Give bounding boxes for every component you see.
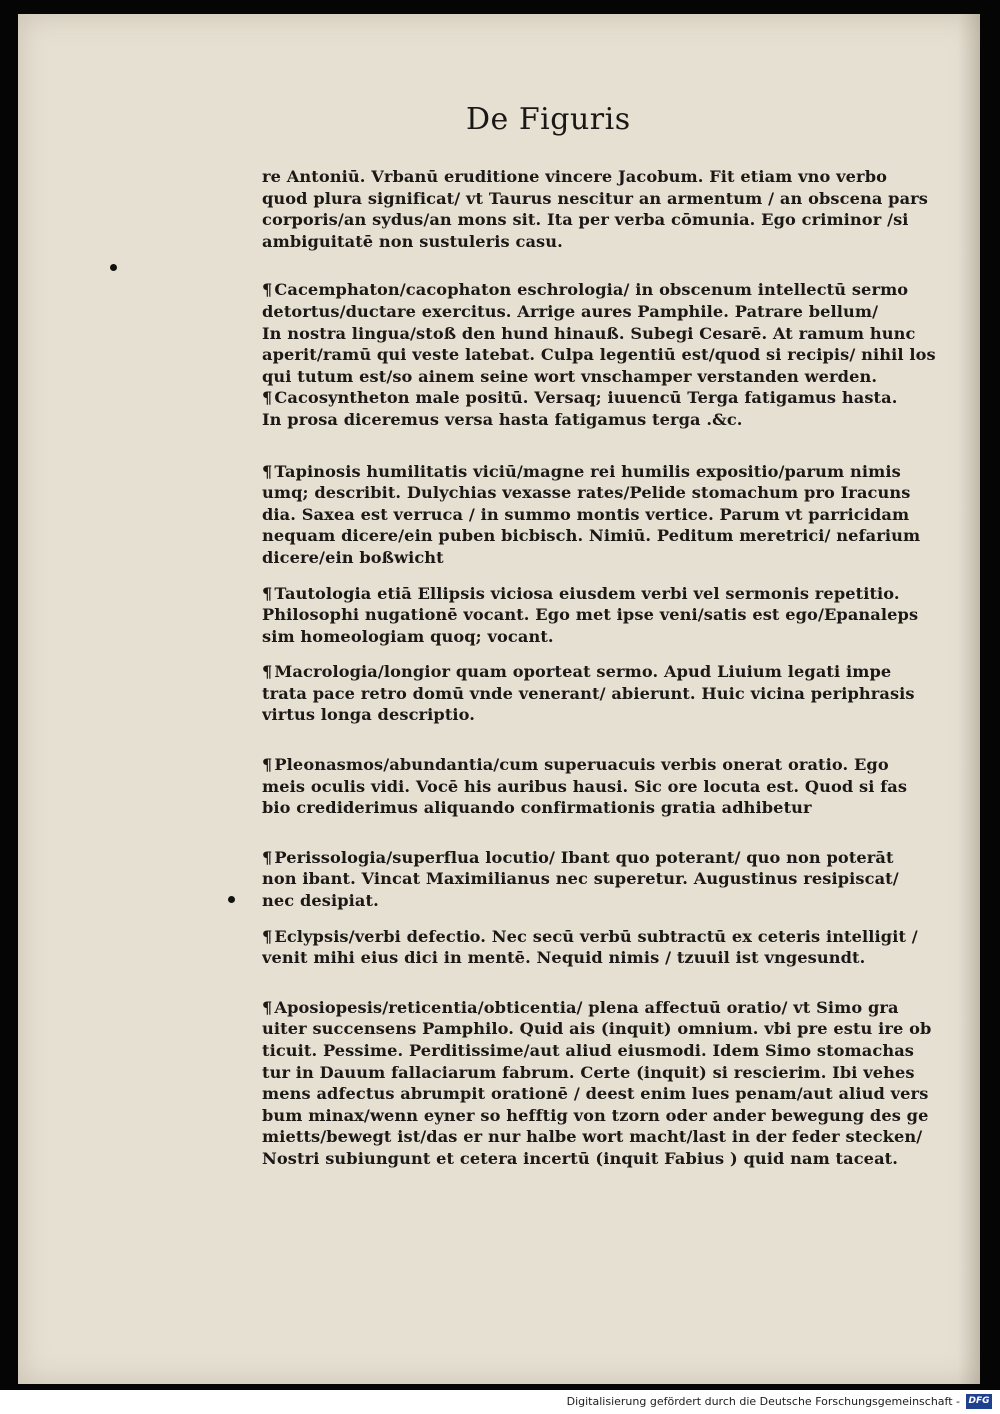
pilcrow-icon: ¶ <box>262 388 273 408</box>
text-line <box>262 461 962 483</box>
pilcrow-icon: ¶ <box>262 847 273 867</box>
text-line: nec desipiat. <box>262 891 379 911</box>
text-run: Perissologia/superflua locutio/ Ibant quo poterant/ quo non poterāt <box>274 847 894 867</box>
pilcrow-icon: ¶ <box>262 280 273 300</box>
paragraph <box>262 279 962 430</box>
text-line: venit mihi eius dici in mentē. Nequid nimis / tzuuil ist vngesundt. <box>262 948 866 968</box>
text-line <box>262 926 962 948</box>
text-line: trata pace retro domū vnde venerant/ abierunt. Huic vicina periphrasis <box>262 683 915 703</box>
text-run: Macrologia/longior quam oporteat sermo. Apud Liuium legati impe <box>274 662 892 682</box>
paragraph <box>262 461 962 569</box>
dfg-logo-icon: DFG <box>966 1394 992 1409</box>
text-line <box>262 754 962 776</box>
paragraph <box>262 997 962 1170</box>
text-line: corporis/an sydus/an mons sit. Ita per verba cōmunia. Ego criminor /si <box>262 210 909 230</box>
text-line: qui tutum est/so ainem seine wort vnschamper verstanden werden. <box>262 366 878 386</box>
text-line: uiter succensens Pamphilo. Quid ais (inquit) omnium. vbi pre estu ire ob <box>262 1019 932 1039</box>
pilcrow-icon: ¶ <box>262 461 273 481</box>
pilcrow-icon: ¶ <box>262 997 273 1017</box>
text-line: meis oculis vidi. Vocē his auribus hausi. Sic ore locuta est. Quod si fas <box>262 776 908 796</box>
text-run: Pleonasmos/abundantia/cum superuacuis verbis onerat oratio. Ego <box>274 755 889 775</box>
text-line <box>262 387 962 409</box>
text-block <box>262 166 962 1170</box>
paragraph <box>262 926 962 969</box>
pilcrow-icon: ¶ <box>262 583 273 603</box>
text-run: Tapinosis humilitatis viciū/magne rei humilis expositio/parum nimis <box>274 461 901 481</box>
text-line: tur in Dauum fallaciarum fabrum. Certe (inquit) si rescierim. Ibi vehes <box>262 1062 915 1082</box>
text-line <box>262 583 962 605</box>
pilcrow-icon: ¶ <box>262 662 273 682</box>
text-line: In nostra lingua/stoß den hund hinauß. Subegi Cesarē. At ramum hunc <box>262 323 916 343</box>
text-line: non ibant. Vincat Maximilianus nec superetur. Augustinus resipiscat/ <box>262 869 899 889</box>
text-line: bio crediderimus aliquando confirmationis gratia adhibetur <box>262 798 812 818</box>
text-line: Nostri subiungunt et cetera incertū (inquit Fabius ) quid nam taceat. <box>262 1148 898 1168</box>
text-line: umq; describit. Dulychias vexasse rates/Pelide stomachum pro Iracuns <box>262 483 911 503</box>
book-page <box>18 14 980 1384</box>
paragraph <box>262 166 962 252</box>
text-line <box>262 279 962 301</box>
text-line: aperit/ramū qui veste latebat. Culpa legentiū est/quod si recipis/ nihil los <box>262 345 936 365</box>
text-line: bum minax/wenn eyner so hefftig von tzorn oder ander bewegung des ge <box>262 1105 929 1125</box>
text-run: Cacosyntheton male positū. Versaq; iuuencū Terga fatigamus hasta. <box>274 388 898 408</box>
text-line: ambiguitatē non sustuleris casu. <box>262 231 563 251</box>
ink-spot <box>110 264 117 271</box>
text-line <box>262 847 962 869</box>
text-run: Cacemphaton/cacophaton eschrologia/ in obscenum intellectū sermo <box>274 280 909 300</box>
text-line: dicere/ein boßwicht <box>262 547 444 567</box>
text-run: Tautologia etiā Ellipsis viciosa eiusdem verbi vel sermonis repetitio. <box>274 583 900 603</box>
paragraph <box>262 847 962 912</box>
text-line: quod plura significat/ vt Taurus nescitur an armentum / an obscena pars <box>262 188 929 208</box>
text-line: mietts/bewegt ist/das er nur halbe wort macht/last in der feder stecken/ <box>262 1127 923 1147</box>
paragraph <box>262 661 962 726</box>
text-line: dia. Saxea est verruca / in summo montis vertice. Parum vt parricidam <box>262 504 910 524</box>
text-line <box>262 997 962 1019</box>
footer-credit: Digitalisierung gefördert durch die Deutsche Forschungsgemeinschaft - <box>566 1395 960 1408</box>
text-line: ticuit. Pessime. Perditissime/aut aliud eiusmodi. Idem Simo stomachas <box>262 1041 914 1060</box>
text-line: re Antoniū. Vrbanū eruditione vincere Jacobum. Fit etiam vno verbo <box>262 167 888 186</box>
text-line: virtus longa descriptio. <box>262 705 475 725</box>
paragraph <box>262 583 962 648</box>
text-line: nequam dicere/ein puben bicbisch. Nimiū. Peditum meretrici/ nefarium <box>262 526 921 546</box>
text-line: sim homeologiam quoq; vocant. <box>262 626 554 646</box>
ink-spot <box>228 896 235 903</box>
text-run: Aposiopesis/reticentia/obticentia/ plena affectuū oratio/ vt Simo gra <box>274 997 899 1017</box>
running-head: De Figuris <box>466 102 631 137</box>
text-line <box>262 661 962 683</box>
text-line: detortus/ductare exercitus. Arrige aures Pamphile. Patrare bellum/ <box>262 301 879 321</box>
text-line: In prosa diceremus versa hasta fatigamus terga .&c. <box>262 409 743 429</box>
text-run: Eclypsis/verbi defectio. Nec secū verbū subtractū ex ceteris intelligit / <box>274 926 918 946</box>
paragraph <box>262 754 962 819</box>
pilcrow-icon: ¶ <box>262 755 273 775</box>
text-line: mens adfectus abrumpit orationē / deest enim lues penam/aut aliud vers <box>262 1084 929 1104</box>
footer-bar <box>0 1390 1000 1414</box>
text-line: Philosophi nugationē vocant. Ego met ipse veni/satis est ego/Epanaleps <box>262 605 919 625</box>
pilcrow-icon: ¶ <box>262 926 273 946</box>
